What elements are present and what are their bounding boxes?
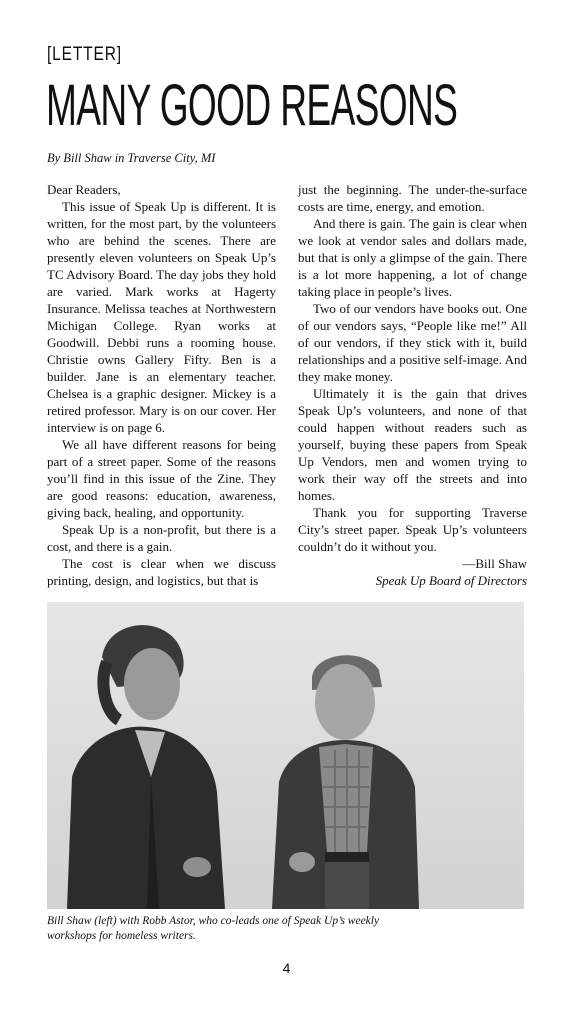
- paragraph: The cost is clear when we discuss printing, design, and logistics, but that is: [47, 556, 276, 588]
- left-column: [47, 181, 276, 589]
- paragraph: Two of our vendors have books out. One of our vendors says, “People like me!” All of our vendors, if they stick with it, build relationships and a positive self-image. And they make money.: [298, 301, 527, 384]
- signature-title: Speak Up Board of Directors: [375, 573, 527, 588]
- kicker: [LETTER]: [47, 44, 122, 65]
- paragraph: Ultimately it is the gain that drives Speak Up’s volunteers, and none of that could happen without readers such as yourself, buying these papers from Speak Up Vendors, men and women trying to work their way off the streets and into homes.: [298, 386, 527, 503]
- paragraph: Speak Up is a non-profit, but there is a cost, and there is a gain.: [47, 522, 276, 554]
- right-column: [298, 181, 527, 589]
- page-number: 4: [282, 960, 291, 976]
- headline: MANY GOOD REASONS: [46, 73, 458, 138]
- byline: By Bill Shaw in Traverse City, MI: [47, 151, 216, 165]
- paragraph: We all have different reasons for being part of a street paper. Some of the reasons you’ll find in this issue of the Zine. They are good reasons: education, awareness, giving back, healing, and opportunity.: [47, 437, 276, 520]
- paragraph: And there is gain. The gain is clear when we look at vendor sales and dollars made, but that is only a glimpse of the gain. There is a lot more happening, a lot of change taking place in people’s lives.: [298, 216, 527, 299]
- photo-caption: Bill Shaw (left) with Robb Astor, who co-leads one of Speak Up’s weekly workshops for homeless writers.: [47, 915, 380, 942]
- paragraph: Thank you for supporting Traverse City’s street paper. Speak Up’s volunteers couldn’t do it without you.: [298, 505, 527, 554]
- left-man-face: [124, 648, 180, 720]
- photo-illustration: [47, 602, 524, 909]
- salutation: Dear Readers,: [47, 182, 121, 197]
- paragraph: This issue of Speak Up is different. It is written, for the most part, by the volunteers who are behind the scenes. There are presently eleven volunteers on Speak Up’s TC Advisory Board. The day jobs they hold are varied. Mark works at Hagerty Insurance. Melissa teaches at Northwestern Michigan College. Ryan works at Goodwill. Debbi runs a rooming house. Christie owns Gallery Fifty. Ben is a builder. Jane is an elementary teacher. Chelsea is a graphic designer. Mickey is a retired professor. Mary is on our cover. Her interview is on page 6.: [47, 199, 276, 435]
- photo: [47, 602, 524, 909]
- right-man-face: [315, 664, 375, 740]
- signature: —Bill Shaw: [462, 556, 527, 571]
- paragraph: just the beginning. The under-the-surface costs are time, energy, and emotion.: [298, 182, 527, 214]
